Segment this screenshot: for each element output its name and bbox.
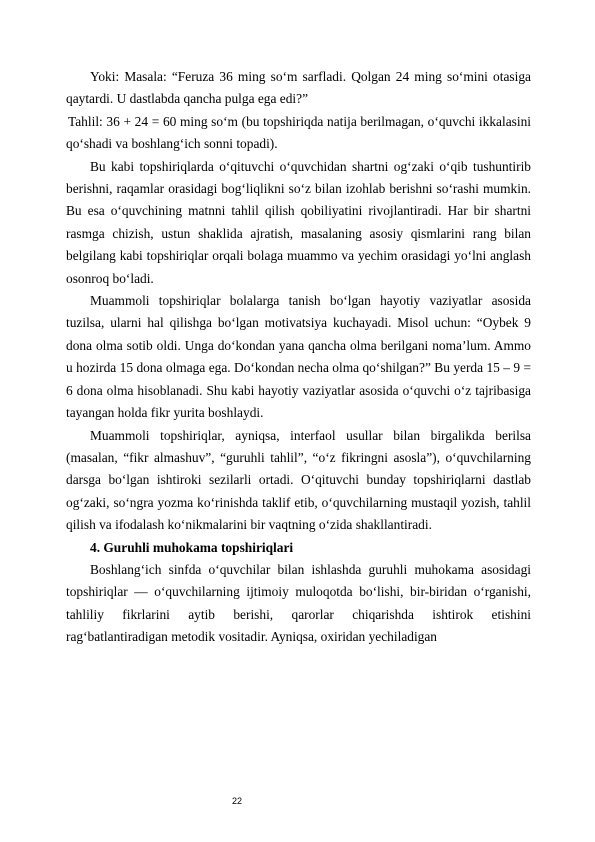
section-heading: 4. Guruhli muhokama topshiriqlari <box>90 539 294 555</box>
paragraph-life-situations: Muammoli topshiriqlar bolalarga tanish bo‘lgan hayotiy vaziyatlar asosida tuzilsa, ularni hal qilishga bo‘lgan motivatsiya kuchayadi. Misol uchun: “Oybek 9 dona olma sotib oldi. Unga do‘kondan yana qancha olma berilgani noma’lum. Ammo u hozirda 15 dona olmaga ega. Do‘kondan necha olma qo‘shilgan?” Bu yerda 15 – 9 = 6 dona olma hisoblanadi. Shu kabi hayotiy vaziyatlar asosida o‘quvchi o‘z tajribasiga tayangan holda fikr yurita boshlaydi. <box>66 293 531 421</box>
page-number: 22 <box>232 796 243 806</box>
paragraph-group-discussion: Boshlang‘ich sinfda o‘quvchilar bilan ishlashda guruhli muhokama asosidagi topshiriqlar — o‘quvchilarning ijtimoiy muloqotda bo‘lishi, bir-biridan o‘rganishi, tahliliy fikrlarini aytib berishi, qarorlar chiqarishda ishtirok etishini rag‘batlantiradigan metodik vositadir. Ayniqsa, oxiridan yechiladigan <box>66 561 531 645</box>
paragraph-problem-example: Yoki: Masala: “Feruza 36 ming so‘m sarfladi. Qolgan 24 ming so‘mini otasiga qaytardi. U dastlabda qancha pulga ega edi?” <box>66 69 531 107</box>
paragraph-teacher-approach: Bu kabi topshiriqlarda o‘qituvchi o‘quvchidan shartni og‘zaki o‘qib tushuntirib berishni, raqamlar orasidagi bog‘liqlikni so‘z bilan izohlab berishni so‘rashi mumkin. Bu esa o‘quvchining matnni tahlil qilish qobiliyatini rivojlantiradi. Har bir shartni rasmga chizish, ustun shaklida ajratish, masalaning asosiy qismlarini rang bilan belgilang kabi topshiriqlar orqali bolaga muammo va yechim orasidagi yo‘lni anglash osonroq bo‘ladi. <box>66 158 531 286</box>
paragraph-interactive-methods: Muammoli topshiriqlar, ayniqsa, interfaol usullar bilan birgalikda berilsa (masalan, “fikr almashuv”, “guruhli tahlil”, “o‘z fikringni asosla”), o‘quvchilarning darsga bo‘lgan ishtiroki sezilarli ortadi. O‘qituvchi bunday topshiriqlarni dastlab og‘zaki, so‘ngra yozma ko‘rinishda taklif etib, o‘quvchilarning mustaqil yozish, tahlil qilish va ifodalash ko‘nikmalarini bir vaqtning o‘zida shakllantiradi. <box>66 427 531 533</box>
paragraph-analysis: Tahlil: 36 + 24 = 60 ming so‘m (bu topshiriqda natija berilmagan, o‘quvchi ikkalasini qo‘shadi va boshlang‘ich sonni topadi). <box>66 113 531 152</box>
document-page <box>66 66 531 649</box>
